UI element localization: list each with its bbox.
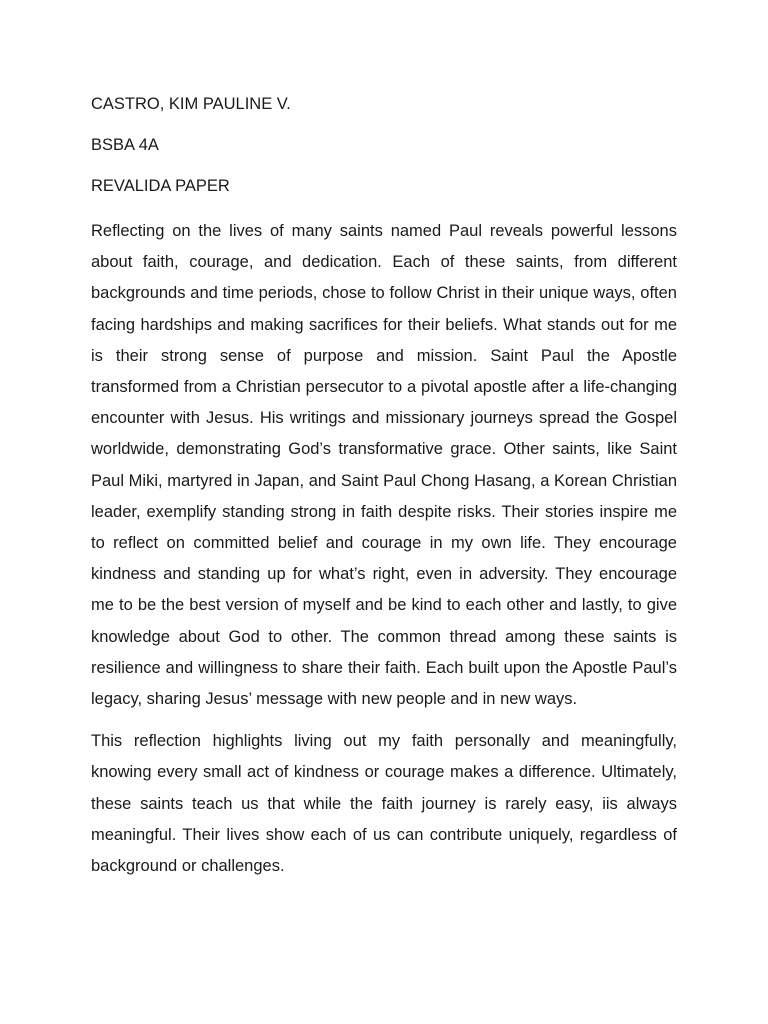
author-name: CASTRO, KIM PAULINE V.: [91, 95, 291, 113]
course-section: BSBA 4A: [91, 136, 159, 154]
document-body: [91, 93, 677, 882]
paragraph-1: Reflecting on the lives of many saints named Paul reveals powerful lessons about faith, courage, and dedication. Each of these saints, from different backgrounds and time periods, chose to follow Christ in their unique ways, often facing hardships and making sacrifices for their beliefs. What stands out for me is their strong sense of purpose and mission. Saint Paul the Apostle transformed from a Christian persecutor to a pivotal apostle after a life-changing encounter with Jesus. His writings and missionary journeys spread the Gospel worldwide, demonstrating God’s transformative grace. Other saints, like Saint Paul Miki, martyred in Japan, and Saint Paul Chong Hasang, a Korean Christian leader, exemplify standing strong in faith despite risks. Their stories inspire me to reflect on committed belief and courage in my own life. They encourage kindness and standing up for what’s right, even in adversity. They encourage me to be the best version of myself and be kind to each other and lastly, to give knowledge about God to other. The common thread among these saints is resilience and willingness to share their faith. Each built upon the Apostle Paul’s legacy, sharing Jesus’ message with new people and in new ways.: [91, 222, 677, 709]
paper-title: REVALIDA PAPER: [91, 177, 230, 195]
paragraph-2: This reflection highlights living out my faith personally and meaningfully, knowing every small act of kindness or courage makes a difference. Ultimately, these saints teach us that while the faith journey is rarely easy, iis always meaningful. Their lives show each of us can contribute uniquely, regardless of background or challenges.: [91, 732, 677, 876]
